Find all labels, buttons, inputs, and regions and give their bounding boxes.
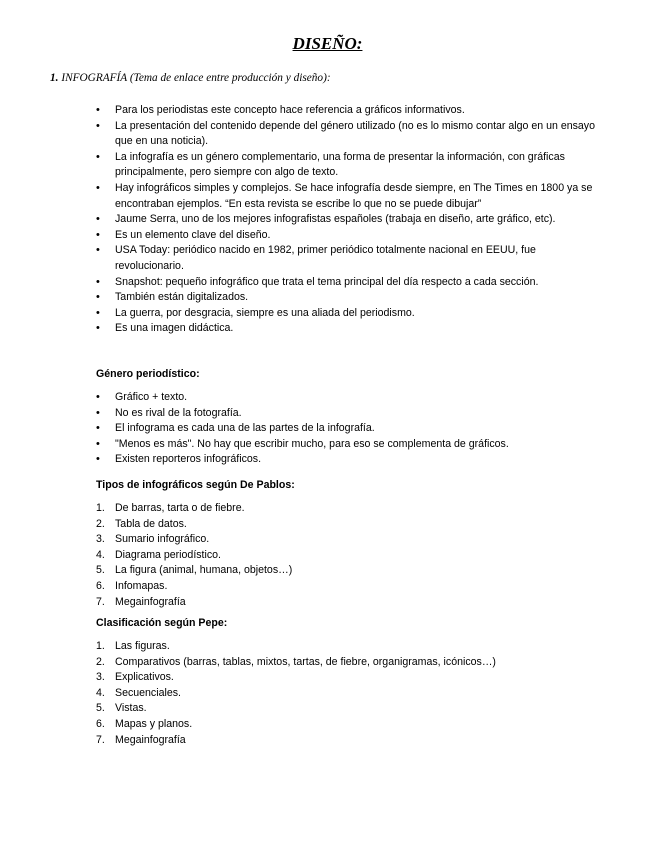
list-item: • "Menos es más". No hay que escribir mucho, para eso se complementa de gráficos. xyxy=(96,437,596,453)
clasificacion-list xyxy=(96,639,596,748)
item-number: 1. xyxy=(96,502,105,514)
page-title: DISEÑO: xyxy=(292,34,363,53)
list-item: • Snapshot: pequeño infográfico que trata el tema principal del día respecto a cada sección. xyxy=(96,275,596,291)
item-number: 3. xyxy=(96,533,105,546)
list-item: • Es una imagen didáctica. xyxy=(96,321,596,337)
list-item xyxy=(96,563,596,579)
item-number: 7. xyxy=(96,595,105,608)
item-number: 4. xyxy=(96,686,105,699)
section-note: (Tema de enlace entre producción y diseño): xyxy=(129,72,331,84)
list-item xyxy=(96,670,596,686)
item-text: Comparativos (barras, tablas, mixtos, tartas, de fiebre, organigramas, icónicos…) xyxy=(115,655,496,668)
list-item: • El infograma es cada una de las partes de la infografía. xyxy=(96,421,596,437)
item-text: Diagrama periodístico. xyxy=(115,548,221,561)
item-number: 2. xyxy=(96,655,105,668)
item-number: 4. xyxy=(96,548,105,561)
list-item: • La infografía es un género complementario, una forma de presentar la información, con gráficas principalmente, pero siempre con algo de texto. xyxy=(96,150,596,181)
list-item xyxy=(96,501,596,517)
tipos-list xyxy=(96,501,596,610)
list-item: • La guerra, por desgracia, siempre es una aliada del periodismo. xyxy=(96,306,596,322)
genero-list xyxy=(96,390,596,468)
list-item xyxy=(96,595,596,611)
item-text: Explicativos. xyxy=(115,671,174,684)
item-number: 5. xyxy=(96,564,105,577)
section-heading xyxy=(50,72,331,84)
item-text: Secuenciales. xyxy=(115,686,181,699)
list-item xyxy=(96,717,596,733)
section-number: 1. xyxy=(50,72,59,84)
list-item: • Hay infográficos simples y complejos. Se hace infografía desde siempre, en The Times en 1800 ya se encontraban ejemplos. “En esta revista se escribe lo que no se puede dibujar” xyxy=(96,181,596,212)
list-item: • Para los periodistas este concepto hace referencia a gráficos informativos. xyxy=(96,103,596,119)
list-item: • Jaume Serra, uno de los mejores infografistas españoles (trabaja en diseño, arte gráfico, etc). xyxy=(96,212,596,228)
item-text: De barras, tarta o de fiebre. xyxy=(115,502,245,514)
item-number: 3. xyxy=(96,671,105,684)
item-number: 5. xyxy=(96,702,105,715)
item-text: Infomapas. xyxy=(115,579,168,592)
item-text: Megainfografía xyxy=(115,595,186,608)
list-item: • USA Today: periódico nacido en 1982, primer periódico totalmente nacional en EEUU, fue revolucionario. xyxy=(96,243,596,274)
item-text: Megainfografía xyxy=(115,733,186,746)
list-item xyxy=(96,532,596,548)
list-item: • Es un elemento clave del diseño. xyxy=(96,228,596,244)
list-item: • Gráfico + texto. xyxy=(96,390,596,406)
list-item xyxy=(96,655,596,671)
list-item xyxy=(96,639,596,655)
list-item xyxy=(96,701,596,717)
item-number: 6. xyxy=(96,717,105,730)
list-item: • Existen reporteros infográficos. xyxy=(96,452,596,468)
item-number: 7. xyxy=(96,733,105,746)
item-number: 2. xyxy=(96,517,105,530)
genero-heading: Género periodístico: xyxy=(96,368,200,380)
section-label: INFOGRAFÍA xyxy=(61,72,127,84)
item-text: Vistas. xyxy=(115,702,147,715)
list-item: • También están digitalizados. xyxy=(96,290,596,306)
list-item xyxy=(96,548,596,564)
list-item: • La presentación del contenido depende del género utilizado (no es lo mismo contar algo en un ensayo que en una noticia). xyxy=(96,119,596,150)
list-item xyxy=(96,686,596,702)
item-text: Tabla de datos. xyxy=(115,517,187,530)
item-text: Sumario infográfico. xyxy=(115,533,210,546)
item-text: Mapas y planos. xyxy=(115,717,193,730)
item-number: 6. xyxy=(96,579,105,592)
infografia-list xyxy=(96,103,596,337)
list-item xyxy=(96,517,596,533)
item-text: Las figuras. xyxy=(115,640,170,652)
clasificacion-heading: Clasificación según Pepe: xyxy=(96,617,228,629)
item-text: La figura (animal, humana, objetos…) xyxy=(115,564,293,577)
list-item xyxy=(96,733,596,749)
tipos-heading: Tipos de infográficos según De Pablos: xyxy=(96,479,295,491)
list-item xyxy=(96,579,596,595)
item-number: 1. xyxy=(96,640,105,652)
list-item: • No es rival de la fotografía. xyxy=(96,406,596,422)
